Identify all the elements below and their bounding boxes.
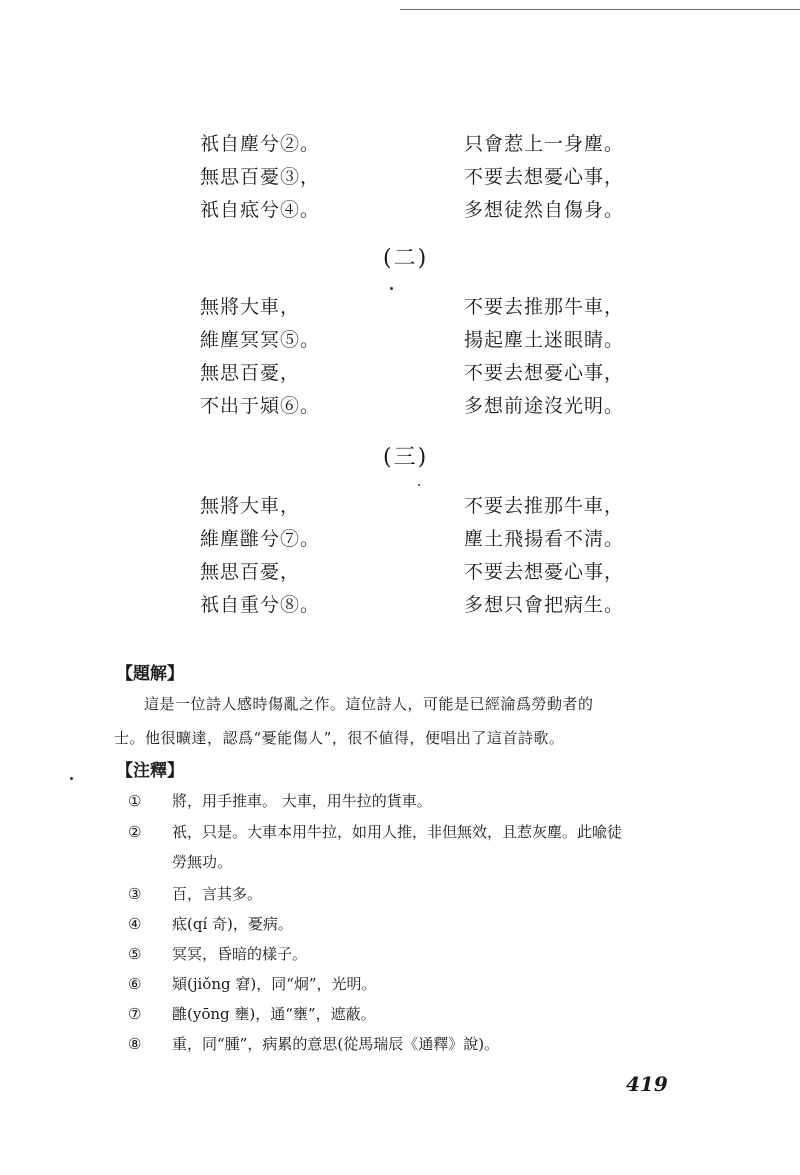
note-text: 祇，只是。大車本用牛拉，如用人推，非但無效，且惹灰塵。此喩徒 — [172, 823, 623, 841]
poem-line-original: 無思百憂， — [200, 561, 301, 583]
poem-line-translation: 塵土飛揚看不淸。 — [464, 528, 625, 550]
poem-line-translation: 不要去想憂心事， — [464, 362, 625, 384]
poem-line-original: 祇自塵兮②。 — [200, 133, 321, 155]
explanation-heading: 【題解】 — [116, 664, 184, 684]
note-text: 熲(jiǒng 窘)，同“炯”，光明。 — [172, 975, 377, 993]
note-number: ⑧ — [128, 1035, 142, 1053]
scan-speck — [390, 287, 393, 290]
top-rule — [400, 9, 800, 10]
poem-line-original: 無將大車， — [200, 495, 301, 517]
poem-line-original: 祇自重兮⑧。 — [200, 594, 321, 616]
poem-line-translation: 不要去推那牛車， — [464, 296, 625, 318]
poem-line-original: 無思百憂③， — [200, 166, 321, 188]
note-text: 雝(yōng 壅)，通“壅”，遮蔽。 — [172, 1005, 376, 1023]
note-number: ③ — [128, 885, 142, 903]
note-number: ④ — [128, 915, 142, 933]
poem-line-translation: 多想徒然自傷身。 — [464, 199, 625, 221]
poem-line-original: 無思百憂， — [200, 362, 301, 384]
note-number: ⑤ — [128, 945, 142, 963]
poem-line-translation: 不要去想憂心事， — [464, 561, 625, 583]
poem-line-original: 不出于熲⑥。 — [200, 395, 321, 417]
poem-line-original: 無將大車， — [200, 296, 301, 318]
poem-line-original: 維塵冥冥⑤。 — [200, 329, 321, 351]
notes-heading: 【注釋】 — [116, 761, 184, 781]
stanza-title-3: (三) — [383, 445, 429, 470]
note-text: 重，同“腫”，病累的意思(從馬瑞辰《通釋》說)。 — [172, 1035, 500, 1053]
note-text: 冥冥，昏暗的樣子。 — [172, 945, 308, 963]
note-number: ⑥ — [128, 975, 142, 993]
poem-line-translation: 不要去推那牛車， — [464, 495, 625, 517]
note-number: ① — [128, 792, 142, 810]
note-text-continued: 勞無功。 — [172, 853, 233, 871]
poem-line-translation: 只會惹上一身塵。 — [464, 133, 625, 155]
stanza-title-2: (二) — [383, 246, 429, 271]
poem-line-translation: 揚起塵土迷眼睛。 — [464, 329, 625, 351]
explanation-line: 士。他很曠達，認爲“憂能傷人”，很不値得，便唱出了這首詩歌。 — [114, 729, 565, 747]
note-text: 將，用手推車。 大車，用牛拉的貨車。 — [172, 792, 432, 810]
scan-speck — [418, 484, 420, 486]
note-text: 疷(qí 奇)，憂病。 — [172, 915, 293, 933]
poem-line-original: 維塵雝兮⑦。 — [200, 528, 321, 550]
explanation-paragraph — [114, 687, 694, 755]
scan-speck — [70, 777, 73, 780]
poem-line-translation: 不要去想憂心事， — [464, 166, 625, 188]
poem-line-original: 祇自疷兮④。 — [200, 199, 321, 221]
note-number: ② — [128, 823, 142, 841]
poem-line-translation: 多想只會把病生。 — [464, 594, 625, 616]
page-number: 419 — [626, 1072, 668, 1096]
explanation-line: 這是一位詩人感時傷亂之作。這位詩人，可能是已經淪爲勞動者的 — [144, 695, 594, 713]
note-number: ⑦ — [128, 1005, 142, 1023]
note-text: 百，言其多。 — [172, 885, 263, 903]
poem-line-translation: 多想前途沒光明。 — [464, 395, 625, 417]
